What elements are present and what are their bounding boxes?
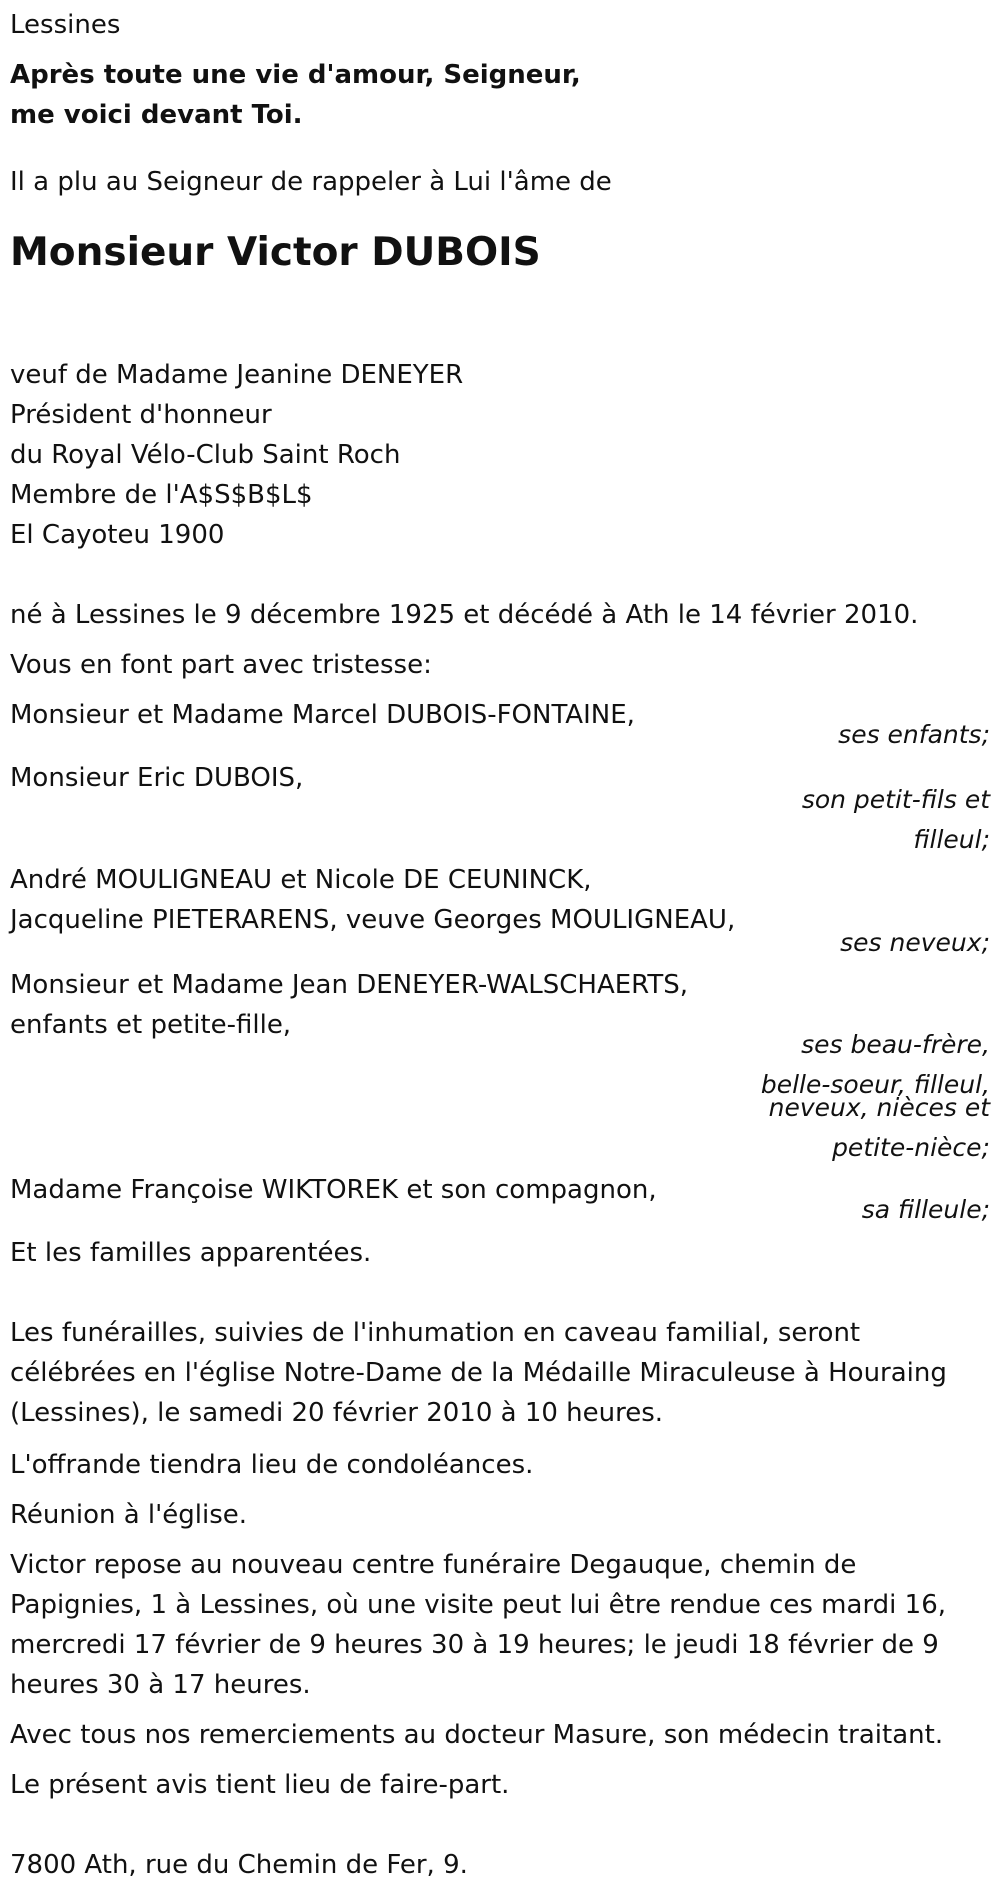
family-relation: neveux, nièces et [768,1093,990,1122]
announcement-text: Il a plu au Seigneur de rappeler à Lui l'âme de [10,167,612,197]
address-text: 7800 Ath, rue du Chemin de Fer, 9. [10,1850,468,1880]
bio-line: veuf de Madame Jeanine DENEYER [10,360,464,390]
family-names: Monsieur et Madame Jean DENEYER-WALSCHAERTS, [10,970,688,1000]
bio-line: du Royal Vélo-Club Saint Roch [10,440,401,470]
funeral-paragraph: Les funérailles, suivies de l'inhumation en caveau familial, seront célébrées en l'église Notre-Dame de la Médaille Miraculeuse à Houraing (Lessines), le samedi 20 février 2010 à 10 heures. [10,1318,947,1428]
family-relation: petite-nièce; [832,1133,990,1162]
intro-text: Vous en font part avec tristesse: [10,650,432,680]
birth-death-text: né à Lessines le 9 décembre 1925 et décédé à Ath le 14 février 2010. [10,600,919,630]
family-names: Madame Françoise WIKTOREK et son compagnon, [10,1175,657,1205]
notice-text: Le présent avis tient lieu de faire-part. [10,1770,510,1800]
family-relation: ses neveux; [840,928,990,957]
bio-line: Président d'honneur [10,400,272,430]
thanks-text: Avec tous nos remerciements au docteur Masure, son médecin traitant. [10,1720,944,1750]
offering-text: L'offrande tiendra lieu de condoléances. [10,1450,534,1480]
family-names: Jacqueline PIETERARENS, veuve Georges MOULIGNEAU, [10,905,736,935]
family-relation: ses beau-frère, [801,1030,990,1059]
city-header: Lessines [10,10,121,40]
bio-line: El Cayoteu 1900 [10,520,225,550]
family-relation: son petit-fils et [801,785,990,814]
family-relation: filleul; [913,825,990,854]
bio-line: Membre de l'A$S$B$L$ [10,480,313,510]
verse-line-1: Après toute une vie d'amour, Seigneur, [10,60,581,90]
family-relation: sa filleule; [861,1195,990,1224]
family-names: enfants et petite-fille, [10,1010,292,1040]
family-names: Monsieur et Madame Marcel DUBOIS-FONTAINE, [10,700,635,730]
family-names: André MOULIGNEAU et Nicole DE CEUNINCK, [10,865,592,895]
viewing-paragraph: Victor repose au nouveau centre funéraire Degauque, chemin de Papignies, 1 à Lessines, où une visite peut lui être rendue ces mardi 16, mercredi 17 février de 9 heures 30 à 19 heures; le jeudi 18 février de 9 heures 30 à 17 heures. [10,1550,947,1700]
meeting-text: Réunion à l'église. [10,1500,248,1530]
deceased-name: Monsieur Victor DUBOIS [10,230,541,275]
family-relation: ses enfants; [838,720,990,749]
family-names: Monsieur Eric DUBOIS, [10,763,304,793]
family-relation: belle-soeur, filleul, [760,1070,990,1099]
verse-line-2: me voici devant Toi. [10,100,303,130]
families-text: Et les familles apparentées. [10,1238,372,1268]
